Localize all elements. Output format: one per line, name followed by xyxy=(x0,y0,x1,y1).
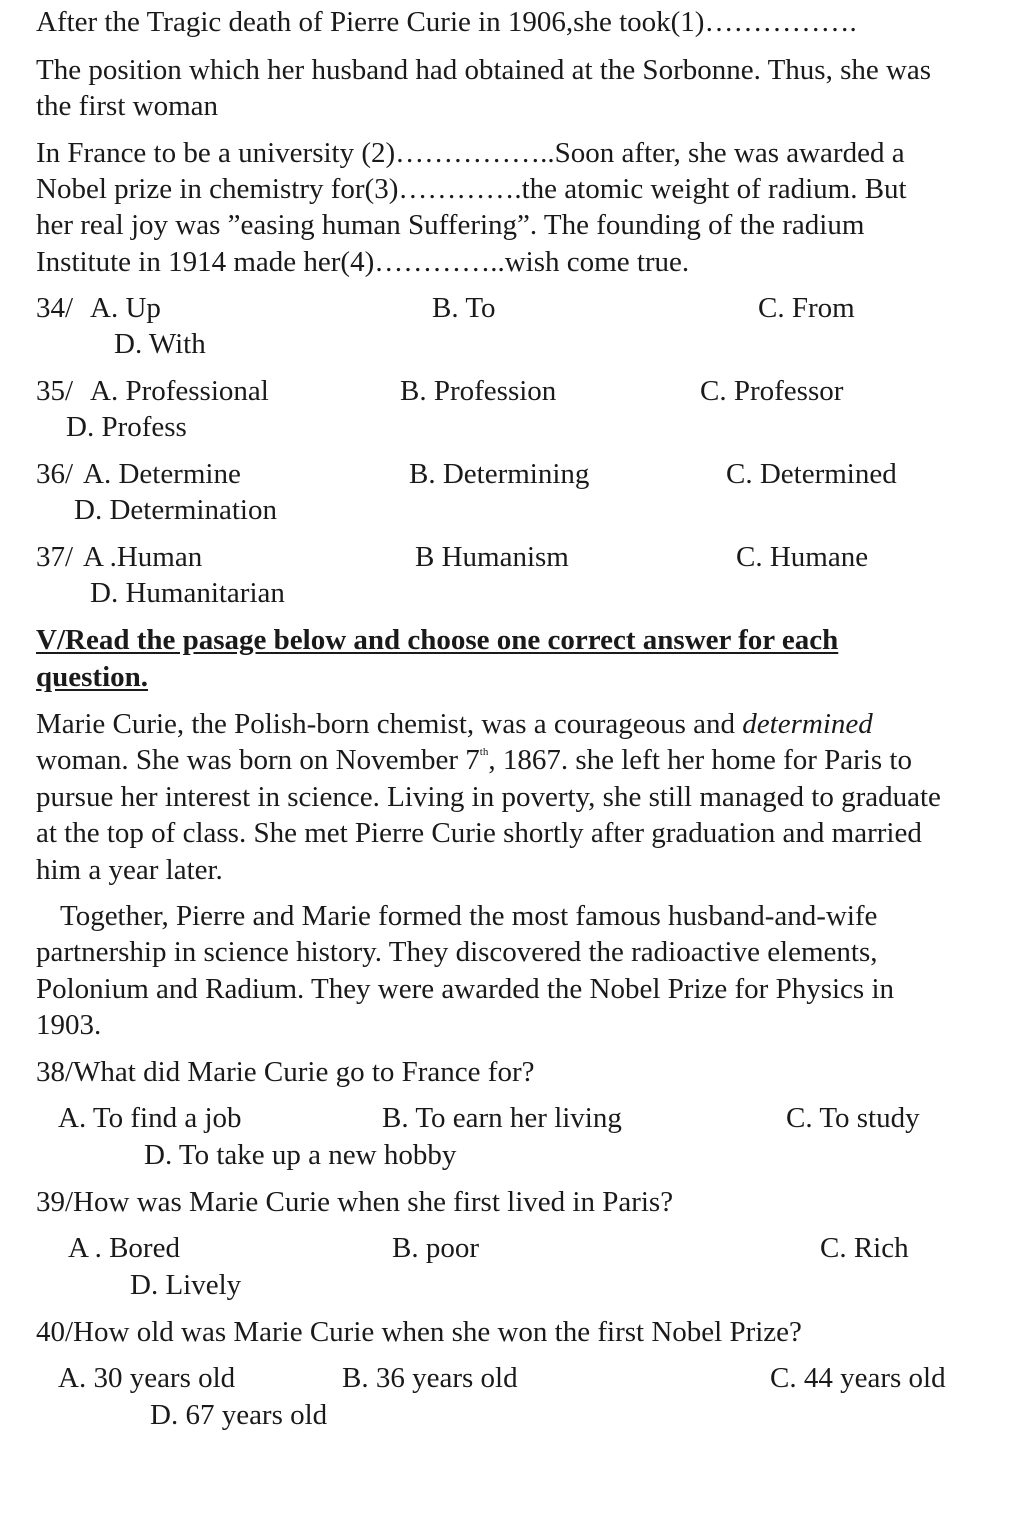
cloze-line-5: Nobel prize in chemistry for(3)………….the atomic weight of radium. But xyxy=(36,173,907,205)
option-a: A . Bored xyxy=(68,1232,180,1264)
question-number: 34/ xyxy=(36,292,74,324)
option-b: B. To earn her living xyxy=(382,1102,622,1134)
option-d: D. To take up a new hobby xyxy=(144,1139,457,1171)
option-c: C. Determined xyxy=(726,458,897,490)
question-number: 36/ xyxy=(36,458,74,490)
passage-p2-line-2: partnership in science history. They discovered the radioactive elements, xyxy=(36,936,878,968)
passage-text: Marie Curie, the Polish-born chemist, was a courageous and xyxy=(36,708,743,740)
option-b: B Humanism xyxy=(415,541,569,573)
option-d: D. Determination xyxy=(74,494,277,526)
option-b: B. To xyxy=(432,292,496,324)
option-b: B. Determining xyxy=(409,458,590,490)
section-heading-line-1: V/Read the pasage below and choose one correct answer for each xyxy=(36,624,839,656)
ordinal-suffix: th xyxy=(479,746,489,758)
option-c: C. Rich xyxy=(820,1232,909,1264)
option-a: A. Professional xyxy=(90,375,269,407)
option-b: B. Profession xyxy=(400,375,557,407)
cloze-line-6: her real joy was ”easing human Suffering”. The founding of the radium xyxy=(36,209,865,241)
option-d: D. Profess xyxy=(66,411,187,443)
passage-text: , 1867. she left her home for Paris to xyxy=(488,744,912,776)
passage-italic-word: determined xyxy=(742,708,873,740)
passage-p1-line-4: at the top of class. She met Pierre Curie shortly after graduation and married xyxy=(36,817,922,849)
option-a: A. To find a job xyxy=(58,1102,242,1134)
passage-p1-line-1 xyxy=(36,706,873,743)
option-d: D. With xyxy=(114,328,206,360)
option-d: D. Humanitarian xyxy=(90,577,285,609)
cloze-line-7: Institute in 1914 made her(4)…………..wish come true. xyxy=(36,246,690,278)
cloze-line-1: After the Tragic death of Pierre Curie in 1906,she took(1)……………. xyxy=(36,6,857,38)
option-d: D. 67 years old xyxy=(150,1399,328,1431)
option-c: C. To study xyxy=(786,1102,920,1134)
option-d: D. Lively xyxy=(130,1269,242,1301)
cloze-line-3: the first woman xyxy=(36,90,219,122)
option-a: A. Up xyxy=(90,292,161,324)
option-c: C. 44 years old xyxy=(770,1362,946,1394)
passage-text: woman. She was born on November 7 xyxy=(36,744,480,776)
section-heading-line-2: question. xyxy=(36,661,149,693)
passage-p1-line-5: him a year later. xyxy=(36,854,223,886)
cloze-line-2: The position which her husband had obtained at the Sorbonne. Thus, she was xyxy=(36,54,932,86)
passage-p2-line-1: Together, Pierre and Marie formed the most famous husband-and-wife xyxy=(60,900,878,932)
option-b: B. poor xyxy=(392,1232,479,1264)
question-number: 35/ xyxy=(36,375,74,407)
option-b: B. 36 years old xyxy=(342,1362,518,1394)
option-a: A .Human xyxy=(83,541,203,573)
option-c: C. Humane xyxy=(736,541,869,573)
option-a: A. 30 years old xyxy=(58,1362,236,1394)
option-c: C. Professor xyxy=(700,375,844,407)
question-number: 37/ xyxy=(36,541,74,573)
question-text: 38/What did Marie Curie go to France for? xyxy=(36,1056,535,1088)
passage-p2-line-4: 1903. xyxy=(36,1009,102,1041)
option-c: C. From xyxy=(758,292,855,324)
question-text: 39/How was Marie Curie when she first lived in Paris? xyxy=(36,1186,674,1218)
question-text: 40/How old was Marie Curie when she won the first Nobel Prize? xyxy=(36,1316,802,1348)
passage-p1-line-3: pursue her interest in science. Living in poverty, she still managed to graduate xyxy=(36,781,941,813)
option-a: A. Determine xyxy=(83,458,241,490)
cloze-line-4: In France to be a university (2)……………..Soon after, she was awarded a xyxy=(36,137,905,169)
passage-p2-line-3: Polonium and Radium. They were awarded the Nobel Prize for Physics in xyxy=(36,973,895,1005)
